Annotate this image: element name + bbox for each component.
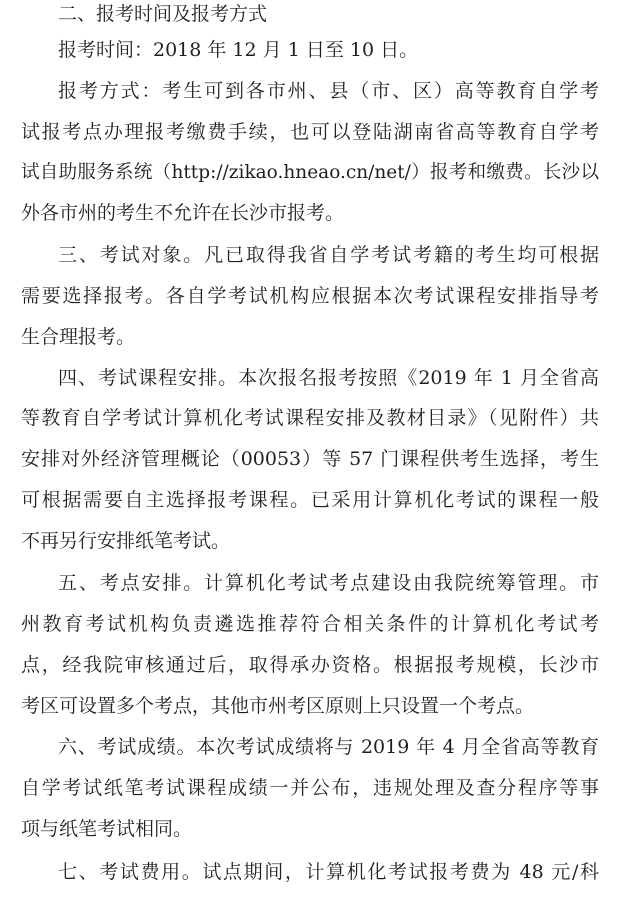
text-line: 安排对外经济管理概论（00053）等 57 门课程供考生选择，考生 bbox=[21, 448, 599, 470]
text-line: 报考方式：考生可到各市州、县（市、区）高等教育自学考 bbox=[58, 80, 599, 102]
text-line: 生合理报考。 bbox=[21, 326, 136, 348]
text-line: 等教育自学考试计算机化考试课程安排及教材目录》（见附件）共 bbox=[21, 407, 599, 429]
text-line: 三、考试对象。凡已取得我省自学考试考籍的考生均可根据 bbox=[58, 244, 599, 266]
text-line: 自学考试纸笔考试课程成绩一并公布，违规处理及查分程序等事 bbox=[21, 777, 599, 799]
text-line: 六、考试成绩。本次考试成绩将与 2019 年 4 月全省高等教育 bbox=[58, 736, 599, 758]
text-line: 试自助服务系统（http://zikao.hneao.cn/net/）报考和缴费。长沙以 bbox=[21, 162, 599, 183]
text-line: 考区可设置多个考点，其他市州考区原则上只设置一个考点。 bbox=[21, 695, 535, 717]
text-line: 外各市州的考生不允许在长沙市报考。 bbox=[21, 202, 345, 224]
text-line: 四、考试课程安排。本次报名报考按照《2019 年 1 月全省高 bbox=[58, 367, 599, 389]
text-line: 点，经我院审核通过后，取得承办资格。根据报考规模，长沙市 bbox=[21, 654, 599, 676]
text-line: 项与纸笔考试相同。 bbox=[21, 818, 193, 840]
text-line: 不再另行安排纸笔考试。 bbox=[21, 530, 231, 552]
text-line: 报考时间：2018 年 12 月 1 日至 10 日。 bbox=[58, 39, 419, 61]
text-line: 二、报考时间及报考方式 bbox=[58, 3, 268, 25]
text-line: 五、考点安排。计算机化考试考点建设由我院统筹管理。市 bbox=[58, 572, 599, 594]
text-line: 州教育考试机构负责遴选推荐符合相关条件的计算机化考试考 bbox=[21, 613, 599, 635]
text-line: 七、考试费用。试点期间，计算机化考试报考费为 48 元/科 bbox=[58, 861, 599, 883]
text-line: 可根据需要自主选择报考课程。已采用计算机化考试的课程一般 bbox=[21, 489, 599, 511]
text-line: 需要选择报考。各自学考试机构应根据本次考试课程安排指导考 bbox=[21, 285, 599, 307]
text-line: 试报考点办理报考缴费手续，也可以登陆湖南省高等教育自学考 bbox=[21, 121, 599, 143]
